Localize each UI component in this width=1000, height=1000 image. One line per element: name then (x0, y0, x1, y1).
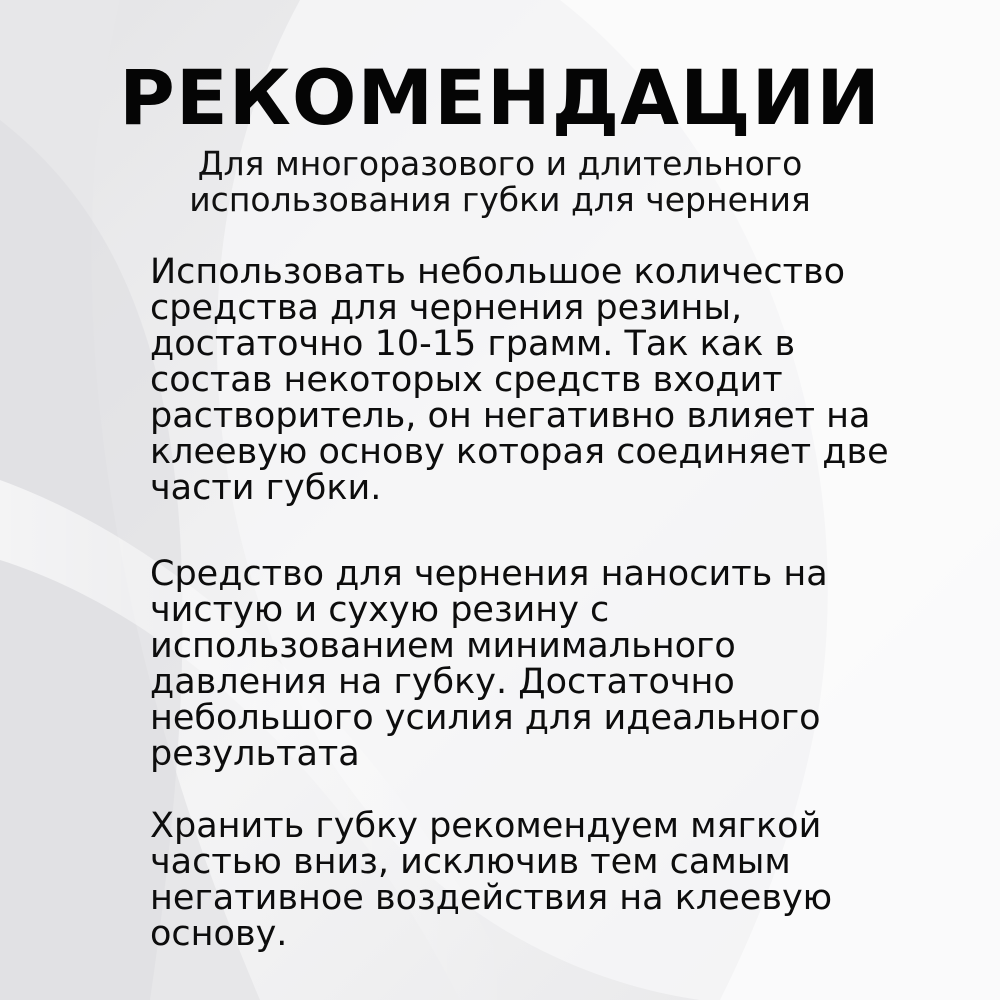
recommendation-paragraph-1: Использовать небольшое количество средства для чернения резины, достаточно 10-15 грамм. Так как в состав некоторых средств входит растворитель, он негативно влияет на клеевую основу которая соединяет две части губки. (150, 252, 889, 508)
page-subtitle: Для многоразового и длительного использования губки для чернения (189, 144, 811, 219)
recommendation-paragraph-3: Хранить губку рекомендуем мягкой частью вниз, исключив тем самым негативное воздействия на клеевую основу. (150, 806, 833, 954)
recommendation-paragraph-2: Средство для чернения наносить на чистую и сухую резину с использованием минимального давления на губку. Достаточно небольшого усилия для идеального результата (150, 554, 828, 774)
page-title: РЕКОМЕНДАЦИИ (119, 53, 881, 142)
